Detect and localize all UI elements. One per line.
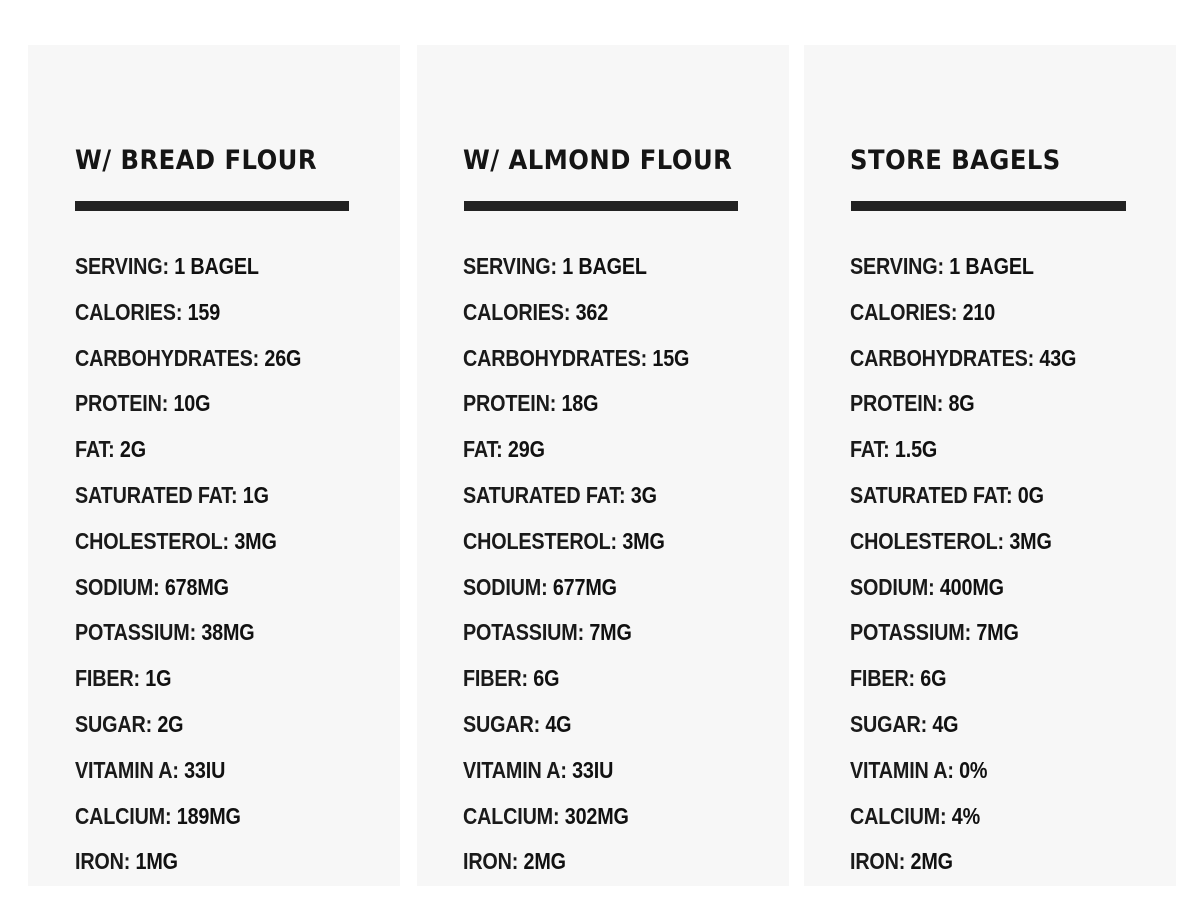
nutrient-value: 38MG	[201, 619, 255, 646]
nutrient-row-sugar	[463, 702, 689, 748]
nutrient-row-iron	[850, 839, 1076, 885]
nutrient-row-potassium	[75, 610, 301, 656]
nutrient-value: 210	[962, 298, 996, 325]
nutrient-label: SODIUM:	[850, 573, 935, 600]
nutrient-row-serving	[850, 244, 1076, 290]
nutrient-label: IRON:	[850, 848, 906, 875]
nutrient-value: 3MG	[1009, 527, 1052, 554]
nutrient-label: CARBOHYDRATES:	[75, 344, 260, 371]
nutrient-value: 2G	[119, 436, 146, 463]
nutrient-label: POTASSIUM:	[850, 619, 971, 646]
nutrient-row-sugar	[75, 702, 301, 748]
nutrient-label: CALCIUM:	[850, 802, 947, 829]
nutrient-row-cholesterol	[75, 519, 301, 565]
nutrient-value: 1MG	[135, 848, 178, 875]
nutrient-value: 1.5G	[894, 436, 938, 463]
nutrient-row-vitamin-a	[463, 748, 689, 794]
nutrient-label: POTASSIUM:	[75, 619, 196, 646]
nutrient-value: 362	[575, 298, 609, 325]
nutrient-value: 26G	[264, 344, 302, 371]
nutrient-label: PROTEIN:	[75, 390, 169, 417]
nutrient-row-potassium	[850, 610, 1076, 656]
nutrient-row-sodium	[850, 565, 1076, 611]
nutrient-value: 33IU	[184, 756, 226, 783]
nutrient-label: FAT:	[75, 436, 115, 463]
title-underline	[75, 201, 349, 211]
nutrient-row-calcium	[850, 794, 1076, 840]
nutrient-value: 678MG	[164, 573, 229, 600]
nutrient-value: 3MG	[622, 527, 665, 554]
nutrient-value: 6G	[920, 665, 947, 692]
nutrient-label: CALCIUM:	[463, 802, 560, 829]
nutrient-row-calories	[850, 290, 1076, 336]
nutrient-label: SERVING:	[75, 253, 169, 279]
nutrient-value: 3G	[630, 481, 657, 508]
nutrient-label: VITAMIN A:	[75, 756, 179, 783]
nutrient-value: 10G	[173, 390, 211, 417]
nutrient-value: 189MG	[176, 802, 241, 829]
nutrient-label: CALORIES:	[850, 298, 958, 325]
nutrient-label: CALORIES:	[463, 298, 571, 325]
title-underline	[464, 201, 738, 211]
nutrient-row-sugar	[850, 702, 1076, 748]
nutrient-label: FIBER:	[75, 665, 140, 692]
nutrient-row-iron	[463, 839, 689, 885]
nutrient-row-protein	[850, 381, 1076, 427]
nutrient-label: CALORIES:	[75, 298, 183, 325]
nutrient-value: 4%	[951, 802, 980, 829]
nutrient-value: 43G	[1039, 344, 1077, 371]
card-title: W/ ALMOND FLOUR	[463, 145, 733, 176]
nutrient-value: 15G	[652, 344, 690, 371]
nutrient-label: SATURATED FAT:	[463, 481, 626, 508]
nutrient-row-vitamin-a	[75, 748, 301, 794]
nutrient-value: 7MG	[976, 619, 1019, 646]
nutrient-row-fiber	[463, 656, 689, 702]
nutrient-label: SODIUM:	[75, 573, 160, 600]
nutrient-row-calcium	[75, 794, 301, 840]
nutrient-row-serving	[463, 244, 689, 290]
nutrient-row-fiber	[850, 656, 1076, 702]
nutrient-list	[463, 244, 726, 885]
nutrient-row-sodium	[463, 565, 689, 611]
nutrient-value: 1 BAGEL	[174, 253, 259, 279]
nutrient-label: SERVING:	[463, 253, 557, 279]
nutrient-row-carbohydrates	[850, 336, 1076, 382]
nutrient-value: 2MG	[523, 848, 566, 875]
nutrient-label: CARBOHYDRATES:	[463, 344, 648, 371]
nutrient-value: 33IU	[572, 756, 614, 783]
nutrient-row-saturated-fat	[75, 473, 301, 519]
nutrient-label: CARBOHYDRATES:	[850, 344, 1035, 371]
nutrition-card-bread-flour	[28, 45, 400, 886]
nutrient-label: VITAMIN A:	[463, 756, 567, 783]
nutrient-value: 18G	[561, 390, 599, 417]
nutrient-value: 1G	[242, 481, 269, 508]
nutrient-value: 677MG	[552, 573, 617, 600]
nutrient-label: CHOLESTEROL:	[463, 527, 617, 554]
nutrient-label: IRON:	[463, 848, 519, 875]
nutrient-value: 0G	[1017, 481, 1044, 508]
nutrient-label: SUGAR:	[850, 710, 927, 737]
nutrient-label: SATURATED FAT:	[75, 481, 238, 508]
card-title: STORE BAGELS	[850, 145, 1061, 176]
nutrient-label: SATURATED FAT:	[850, 481, 1013, 508]
nutrient-row-cholesterol	[463, 519, 689, 565]
nutrient-row-serving	[75, 244, 301, 290]
nutrient-row-potassium	[463, 610, 689, 656]
nutrient-value: 1 BAGEL	[949, 253, 1034, 279]
nutrient-row-fiber	[75, 656, 301, 702]
nutrient-list	[75, 244, 338, 885]
nutrient-row-protein	[75, 381, 301, 427]
nutrient-label: SODIUM:	[463, 573, 548, 600]
nutrient-label: SERVING:	[850, 253, 944, 279]
nutrient-row-carbohydrates	[75, 336, 301, 382]
nutrient-value: 1 BAGEL	[562, 253, 647, 279]
nutrient-label: FAT:	[463, 436, 503, 463]
nutrient-value: 1G	[145, 665, 172, 692]
nutrient-value: 3MG	[234, 527, 277, 554]
nutrient-row-iron	[75, 839, 301, 885]
nutrient-row-cholesterol	[850, 519, 1076, 565]
nutrient-value: 4G	[932, 710, 959, 737]
nutrient-row-sodium	[75, 565, 301, 611]
nutrient-label: PROTEIN:	[463, 390, 557, 417]
nutrient-row-vitamin-a	[850, 748, 1076, 794]
nutrient-value: 0%	[959, 756, 988, 783]
nutrient-value: 29G	[507, 436, 545, 463]
nutrient-row-fat	[75, 427, 301, 473]
nutrient-label: SUGAR:	[463, 710, 540, 737]
nutrient-row-saturated-fat	[463, 473, 689, 519]
nutrient-value: 7MG	[589, 619, 632, 646]
nutrient-row-fat	[463, 427, 689, 473]
nutrient-label: PROTEIN:	[850, 390, 944, 417]
nutrient-label: CHOLESTEROL:	[850, 527, 1004, 554]
nutrient-list	[850, 244, 1113, 885]
nutrient-row-protein	[463, 381, 689, 427]
nutrient-row-calories	[463, 290, 689, 336]
card-title: W/ BREAD FLOUR	[75, 145, 318, 176]
nutrient-label: SUGAR:	[75, 710, 152, 737]
nutrient-row-carbohydrates	[463, 336, 689, 382]
nutrient-label: CHOLESTEROL:	[75, 527, 229, 554]
nutrient-label: CALCIUM:	[75, 802, 172, 829]
nutrient-label: FAT:	[850, 436, 890, 463]
nutrition-card-store-bagels	[804, 45, 1176, 886]
nutrient-label: FIBER:	[850, 665, 915, 692]
nutrient-label: VITAMIN A:	[850, 756, 954, 783]
nutrient-label: IRON:	[75, 848, 131, 875]
nutrient-value: 4G	[545, 710, 572, 737]
nutrition-card-almond-flour	[417, 45, 789, 886]
nutrient-value: 400MG	[939, 573, 1004, 600]
title-underline	[851, 201, 1126, 211]
nutrient-value: 159	[187, 298, 221, 325]
nutrient-row-calories	[75, 290, 301, 336]
nutrient-row-saturated-fat	[850, 473, 1076, 519]
nutrient-label: POTASSIUM:	[463, 619, 584, 646]
nutrient-row-fat	[850, 427, 1076, 473]
nutrient-value: 8G	[948, 390, 975, 417]
nutrient-value: 6G	[533, 665, 560, 692]
nutrient-row-calcium	[463, 794, 689, 840]
nutrient-value: 302MG	[564, 802, 629, 829]
nutrient-value: 2MG	[910, 848, 953, 875]
nutrient-label: FIBER:	[463, 665, 528, 692]
nutrient-value: 2G	[157, 710, 184, 737]
